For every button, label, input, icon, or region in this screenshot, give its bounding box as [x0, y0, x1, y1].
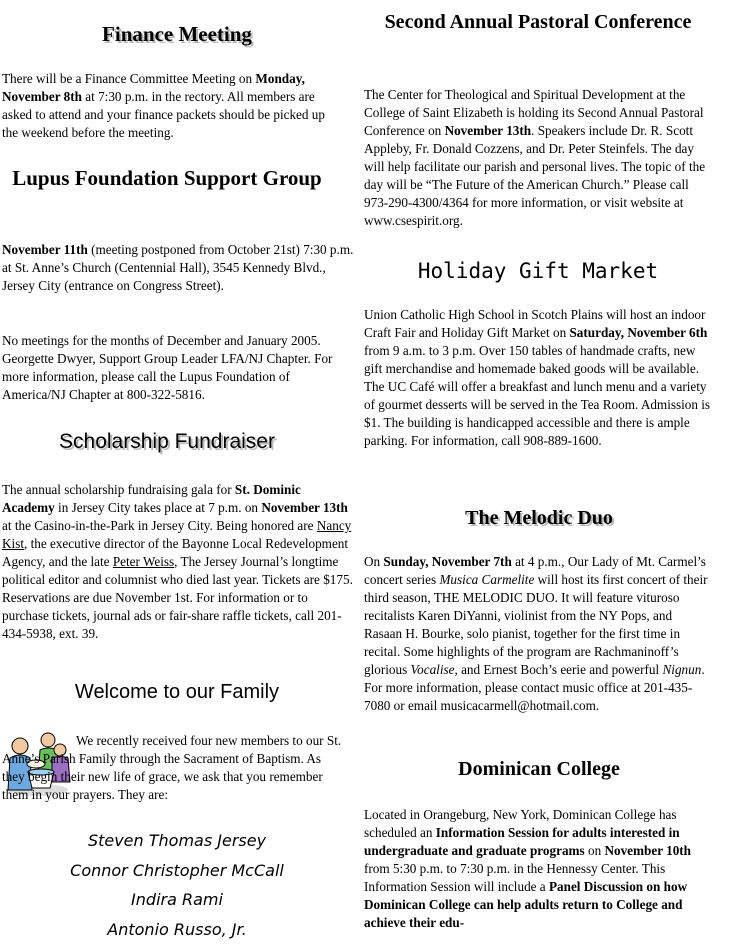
- pastoral-conference-title: Second Annual Pastoral Conference: [364, 8, 712, 36]
- scholarship-fundraiser-title: Scholarship Fundraiser: [2, 428, 332, 456]
- lupus-text-2: No meetings for the months of December and January 2005. Georgette Dwyer, Support Group Leader LFA/NJ Chapter. For more information, please call the Lupus Foundation of America/NJ Chapter at 800-322-5816.: [2, 332, 352, 404]
- baptism-name: Steven Thomas Jersey: [2, 826, 352, 856]
- lupus-text-1: November 11th (meeting postponed from October 21st) 7:30 p.m. at St. Anne’s Church (Centennial Hall), 3545 Kennedy Blvd., Jersey City (entrance on Congress Street).: [2, 241, 354, 295]
- melodic-duo-title: The Melodic Duo: [364, 504, 714, 532]
- baptism-names-list: [2, 826, 352, 944]
- melodic-duo-text: On Sunday, November 7th at 4 p.m., Our Lady of Mt. Carmel’s concert series Musica Carmelite will host its first concert of their third season, THE MELODIC DUO. It will feature vituroso recitalists Karen DiYanni, violinist from the NY Pops, and Rasaan H. Bourke, solo pianist, together for the first time in recital. Some highlights of the program are Rachmaninoff’s glorious Vocalise, and Ernest Boch’s eerie and powerful Nignun. For more information, please contact music office at 201-435-7080 or email musicacarmell@hotmail.com.: [364, 553, 712, 715]
- welcome-family-title: Welcome to our Family: [2, 678, 352, 706]
- holiday-gift-market-title: Holiday Gift Market: [364, 257, 712, 285]
- holiday-gift-market-text: Union Catholic High School in Scotch Plains will host an indoor Craft Fair and Holiday Gift Market on Saturday, November 6th from 9 a.m. to 3 p.m. Over 150 tables of handmade crafts, new gift merchandise and homemade baked goods will be available. The UC Café will offer a breakfast and lunch menu and a variety of gourmet desserts will be served in the Tea Room. Admission is $1. The building is handicapped accessible and there is ample parking. For information, call 908-889-1600.: [364, 306, 712, 450]
- peter-weiss-link: Peter Weiss: [113, 554, 174, 569]
- baptism-name: Connor Christopher McCall: [2, 856, 352, 886]
- nancy-kist-link: Nancy Kist: [2, 518, 351, 551]
- scholarship-text: The annual scholarship fundraising gala for St. Dominic Academy in Jersey City takes place at 7 p.m. on November 13th at the Casino-in-the-Park in Jersey City. Being honored are Nancy Kist, the executive director of the Bayonne Local Redevelopment Agency, and the late Peter Weiss, The Jersey Journal’s longtime political editor and columnist who died last year. Tickets are $175. Reservations are due November 1st. For information or to purchase tickets, journal ads or fair-share raffle tickets, call 201-434-5938, ext. 39.: [2, 481, 354, 643]
- pastoral-conference-text: The Center for Theological and Spiritual Development at the College of Saint Elizabeth is holding its Second Annual Pastoral Conference on November 13th. Speakers include Dr. R. Scott Appleby, Fr. Donald Cozzens, and Dr. Peter Steinfels. The day will help facilitate our parish and personal lives. The topic of the day will be “The Future of the American Church.” Please call 973-290-4300/4364 for more information, or visit website at www.csespirit.org.: [364, 86, 712, 230]
- finance-meeting-title: Finance Meeting: [2, 20, 352, 48]
- dominican-college-title: Dominican College: [364, 755, 714, 783]
- baptism-name: Indira Rami: [2, 885, 352, 915]
- dominican-college-text: Located in Orangeburg, New York, Dominican College has scheduled an Information Session for adults interested in undergraduate and graduate programs on November 10th from 5:30 p.m. to 7:30 p.m. in the Hennessy Center. This Information Session will include a Panel Discussion on how Dominican College can help adults return to College and achieve their edu-: [364, 806, 712, 932]
- lupus-foundation-title: Lupus Foundation Support Group: [2, 164, 332, 192]
- baptism-name: Antonio Russo, Jr.: [2, 915, 352, 944]
- finance-meeting-text: There will be a Finance Committee Meeting on Monday, November 8th at 7:30 p.m. in the rectory. All members are asked to attend and your finance packets should be picked up the weekend before the meeting.: [2, 70, 342, 142]
- welcome-text: We recently received four new members to our St. Anne’s Parish Family through the Sacrament of Baptism. As they begin their new life of grace, we ask that you remember them in your prayers. They are:: [2, 732, 346, 804]
